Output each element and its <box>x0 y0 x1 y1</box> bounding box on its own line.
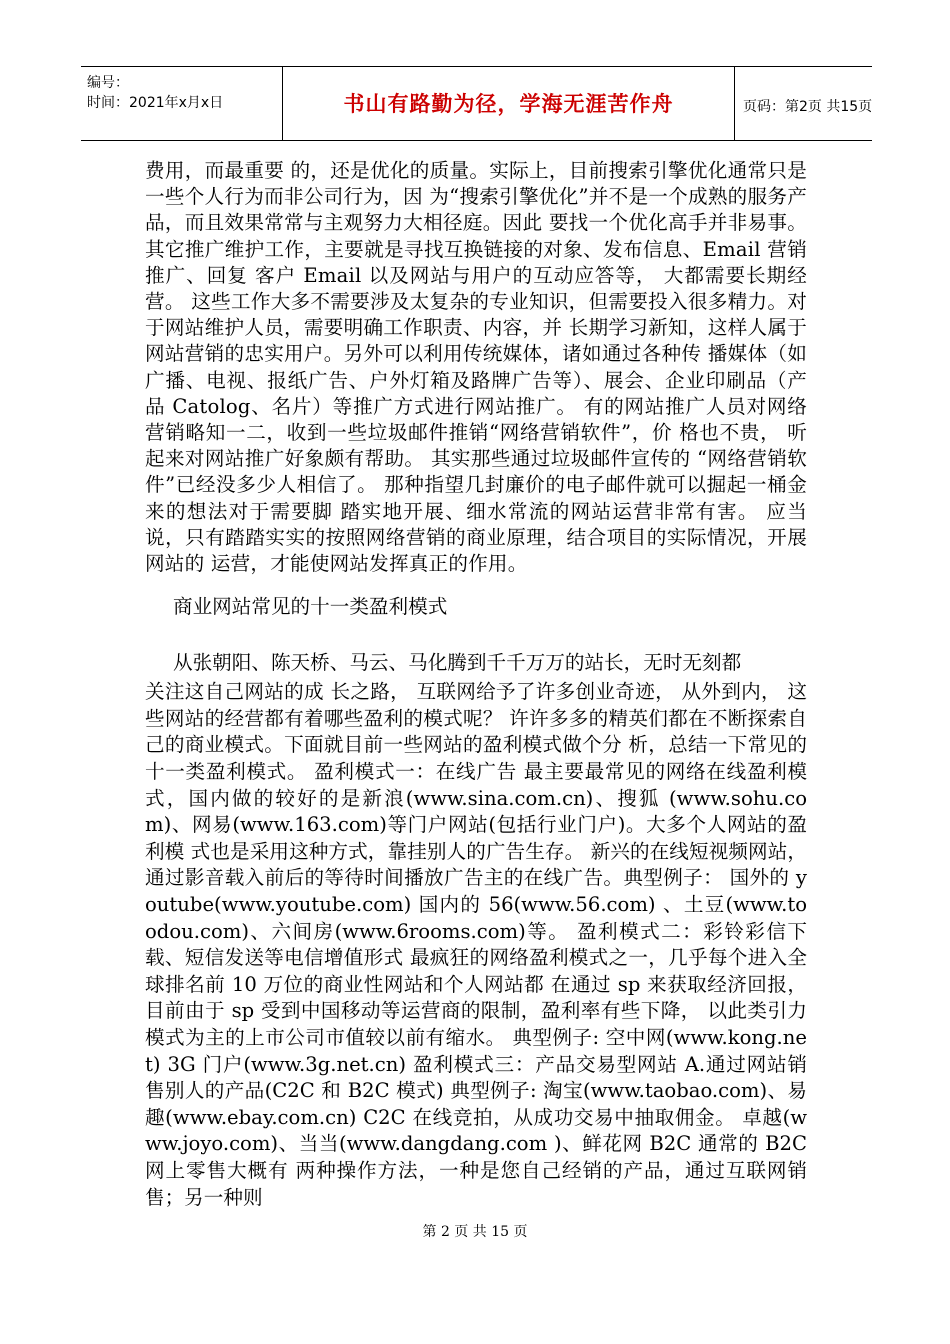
page-header <box>81 66 872 141</box>
header-motto: 书山有路勤为径，学海无涯苦作舟 <box>343 92 674 116</box>
header-page-info: 页码：第2页 共15页 <box>743 99 873 115</box>
body-paragraph-lead: 从张朝阳、陈天桥、马云、马化腾到千千万万的站长，无时无刻都 <box>173 651 742 675</box>
header-motto-cell <box>283 67 735 140</box>
document-date-label: 时间：2021年x月x日 <box>87 95 224 111</box>
page-footer: 第 2 页 共 15 页 <box>422 1224 528 1240</box>
document-body <box>145 158 807 1211</box>
body-paragraph: 关注这自己网站的成 长之路， 互联网给予了许多创业奇迹， 从外到内， 这些网站的经营都有着哪些盈利的模式呢？ 许许多多的精英们都在不断探索自己的商业模式。下面就目前一些网站的盈利模式做个分 析，总结一下常见的十一类盈利模式。 盈利模式一：在线广告 最主要最常见的网络在线盈利模式，国内做的较好的是新浪(www.sina.com.cn)、搜狐 (www.sohu.com)、网易(www.163.com)等门户网站(包括行业门户)。大多个人网站的盈利模 式也是采用这种方式，靠挂别人的广告生存。 新兴的在线短视频网站，通过影音载入前后的等待时间播放广告主的在线广告。典型例子： 国外的 youtube(www.youtube.com) 国内的 56(www.56.com) 、土豆(www.toodou.com)、六间房(www.6rooms.com)等。 盈利模式二：彩铃彩信下载、短信发送等电信增值形式 最疯狂的网络盈利模式之一，几乎每个进入全球排名前 10 万位的商业性网站和个人网站都 在通过 sp 来获取经济回报，目前由于 sp 受到中国移动等运营商的限制，盈利率有些下降， 以此类引力模式为主的上市公司市值较以前有缩水。 典型例子: 空中网(www.kong.net) 3G 门户(www.3g.net.cn) 盈利模式三：产品交易型网站 A.通过网站销售别人的产品(C2C 和 B2C 模式) 典型例子: 淘宝(www.taobao.com)、易趣(www.ebay.com.cn) C2C 在线竞拍，从成功交易中抽取佣金。 卓越(www.joyo.com)、当当(www.dangdang.com )、鲜花网 B2C 通常的 B2C 网上零售大概有 两种操作方法，一种是您自己经销的产品，通过互联网销售；另一种则 <box>145 680 807 1209</box>
section-heading: 商业网站常见的十一类盈利模式 <box>173 595 448 619</box>
header-page-cell <box>735 67 872 140</box>
header-meta-cell <box>81 67 283 140</box>
document-code-label: 编号： <box>87 75 129 91</box>
body-paragraph: 费用，而最重要 的，还是优化的质量。实际上，目前搜索引擎优化通常只是一些个人行为而非公司行为，因 为“搜索引擎优化”并不是一个成熟的服务产品，而且效果常常与主观努力大相径庭。因此 要找一个优化高手并非易事。 其它推广维护工作，主要就是寻找互换链接的对象、发布信息、Email 营销推广、回复 客户 Email 以及网站与用户的互动应答等， 大都需要长期经营。 这些工作大多不需要涉及太复杂的专业知识，但需要投入很多精力。对于网站维护人员，需要明确工作职责、内容，并 长期学习新知，这样人属于网站营销的忠实用户。另外可以利用传统媒体，诸如通过各种传 播媒体（如广播、电视、报纸广告、户外灯箱及路牌广告等）、展会、企业印刷品（产品 Catolog、名片）等推广方式进行网站推广。 有的网站推广人员对网络营销略知一二，收到一些垃圾邮件推销“网络营销软件”，价 格也不贵， 听起来对网站推广好象颇有帮助。 其实那些通过垃圾邮件宣传的 “网络营销软件”已经没多少人相信了。 那种指望几封廉价的电子邮件就可以掘起一桶金来的想法对于需要脚 踏实地开展、细水常流的网站运营非常有害。 应当说，只有踏踏实实的按照网络营销的商业原理，结合项目的实际情况，开展网站的 运营，才能使网站发挥真正的作用。 <box>145 159 807 576</box>
